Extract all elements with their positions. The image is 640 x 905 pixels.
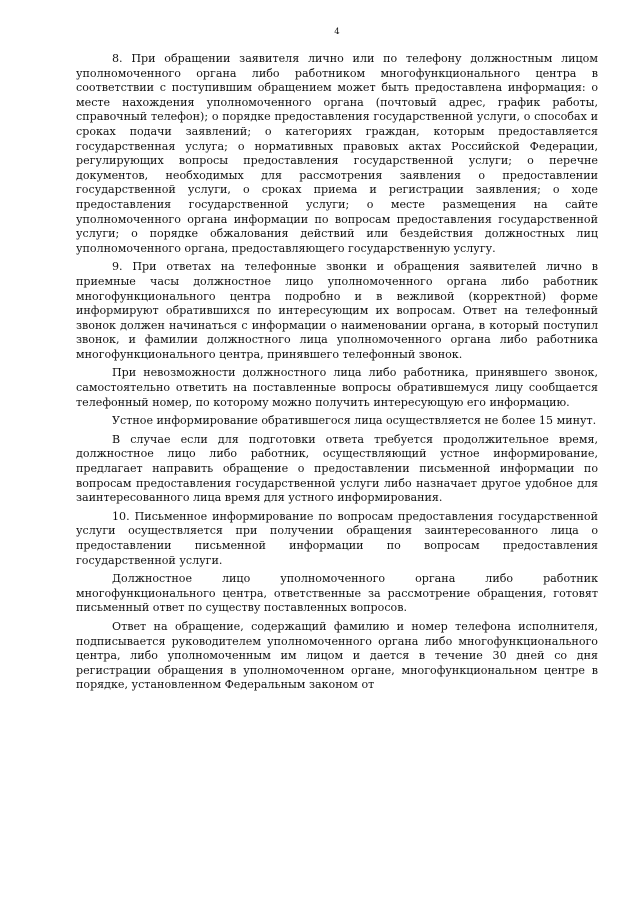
paragraph-long-preparation: В случае если для подготовки ответа требуется продолжительное время, должностное лицо либо работник, осуществляющий устное информирование, предлагает направить обращение о предоставлении письменной информации по вопросам предоставления государственной услуги либо назначает другое удобное для заинтересованного лица время для устного информирования. xyxy=(76,432,598,505)
paragraph-answer-signature: Ответ на обращение, содержащий фамилию и номер телефона исполнителя, подписывается руководителем уполномоченного органа либо многофункционального центра, либо уполномоченным им лицом и дается в течение 30 дней со дня регистрации обращения в уполномоченном органе, многофункциональном центре в порядке, установленном Федеральным законом от xyxy=(76,619,598,692)
document-page xyxy=(76,0,598,905)
paragraph-10-written-info: 10. Письменное информирование по вопросам предоставления государственной услуги осуществляется при получении обращения заинтересованного лица о предоставлении письменной информации по вопросам предоставления государственной услуги. xyxy=(76,509,598,567)
paragraph-9-phone-answers: 9. При ответах на телефонные звонки и обращения заявителей лично в приемные часы должностное лицо уполномоченного органа либо работник многофункционального центра подробно и в вежливой (корректной) форме информируют обратившихся по интересующим их вопросам. Ответ на телефонный звонок должен начинаться с информации о наименовании органа, в который поступил звонок, и фамилии должностного лица уполномоченного органа либо работника многофункционального центра, принявшего телефонный звонок. xyxy=(76,260,598,361)
page-number: 4 xyxy=(334,27,340,37)
paragraph-8-info-content: 8. При обращении заявителя лично или по телефону должностным лицом уполномоченного органа либо работником многофункционального центра в соответствии с поступившим обращением может быть предоставлена информация: о месте нахождения уполномоченного органа (почтовый адрес, график работы, справочный телефон); о порядке предоставления государственной услуги, о способах и сроках подачи заявлений; о категориях граждан, которым предоставляется государственная услуга; о нормативных правовых актах Российской Федерации, регулирующих вопросы предоставления государственной услуги; о перечне документов, необходимых для рассмотрения заявления о предоставлении государственной услуги, о сроках приема и регистрации заявления; о ходе предоставления государственной услуги; о месте размещения на сайте уполномоченного органа информации по вопросам предоставления государственной услуги; о порядке обжалования действий или бездействия должностных лиц уполномоченного органа, предоставляющего государственную услугу. xyxy=(76,52,598,255)
paragraph-written-answer: Должностное лицо уполномоченного органа либо работник многофункционального центра, ответственные за рассмотрение обращения, готовят письменный ответ по существу поставленных вопросов. xyxy=(76,572,598,615)
document-body xyxy=(76,52,598,693)
paragraph-oral-duration: Устное информирование обратившегося лица осуществляется не более 15 минут. xyxy=(112,414,597,428)
paragraph-redirect-number: При невозможности должностного лица либо работника, принявшего звонок, самостоятельно ответить на поставленные вопросы обратившемуся лицу сообщается телефонный номер, по которому можно получить интересующую его информацию. xyxy=(76,366,598,409)
